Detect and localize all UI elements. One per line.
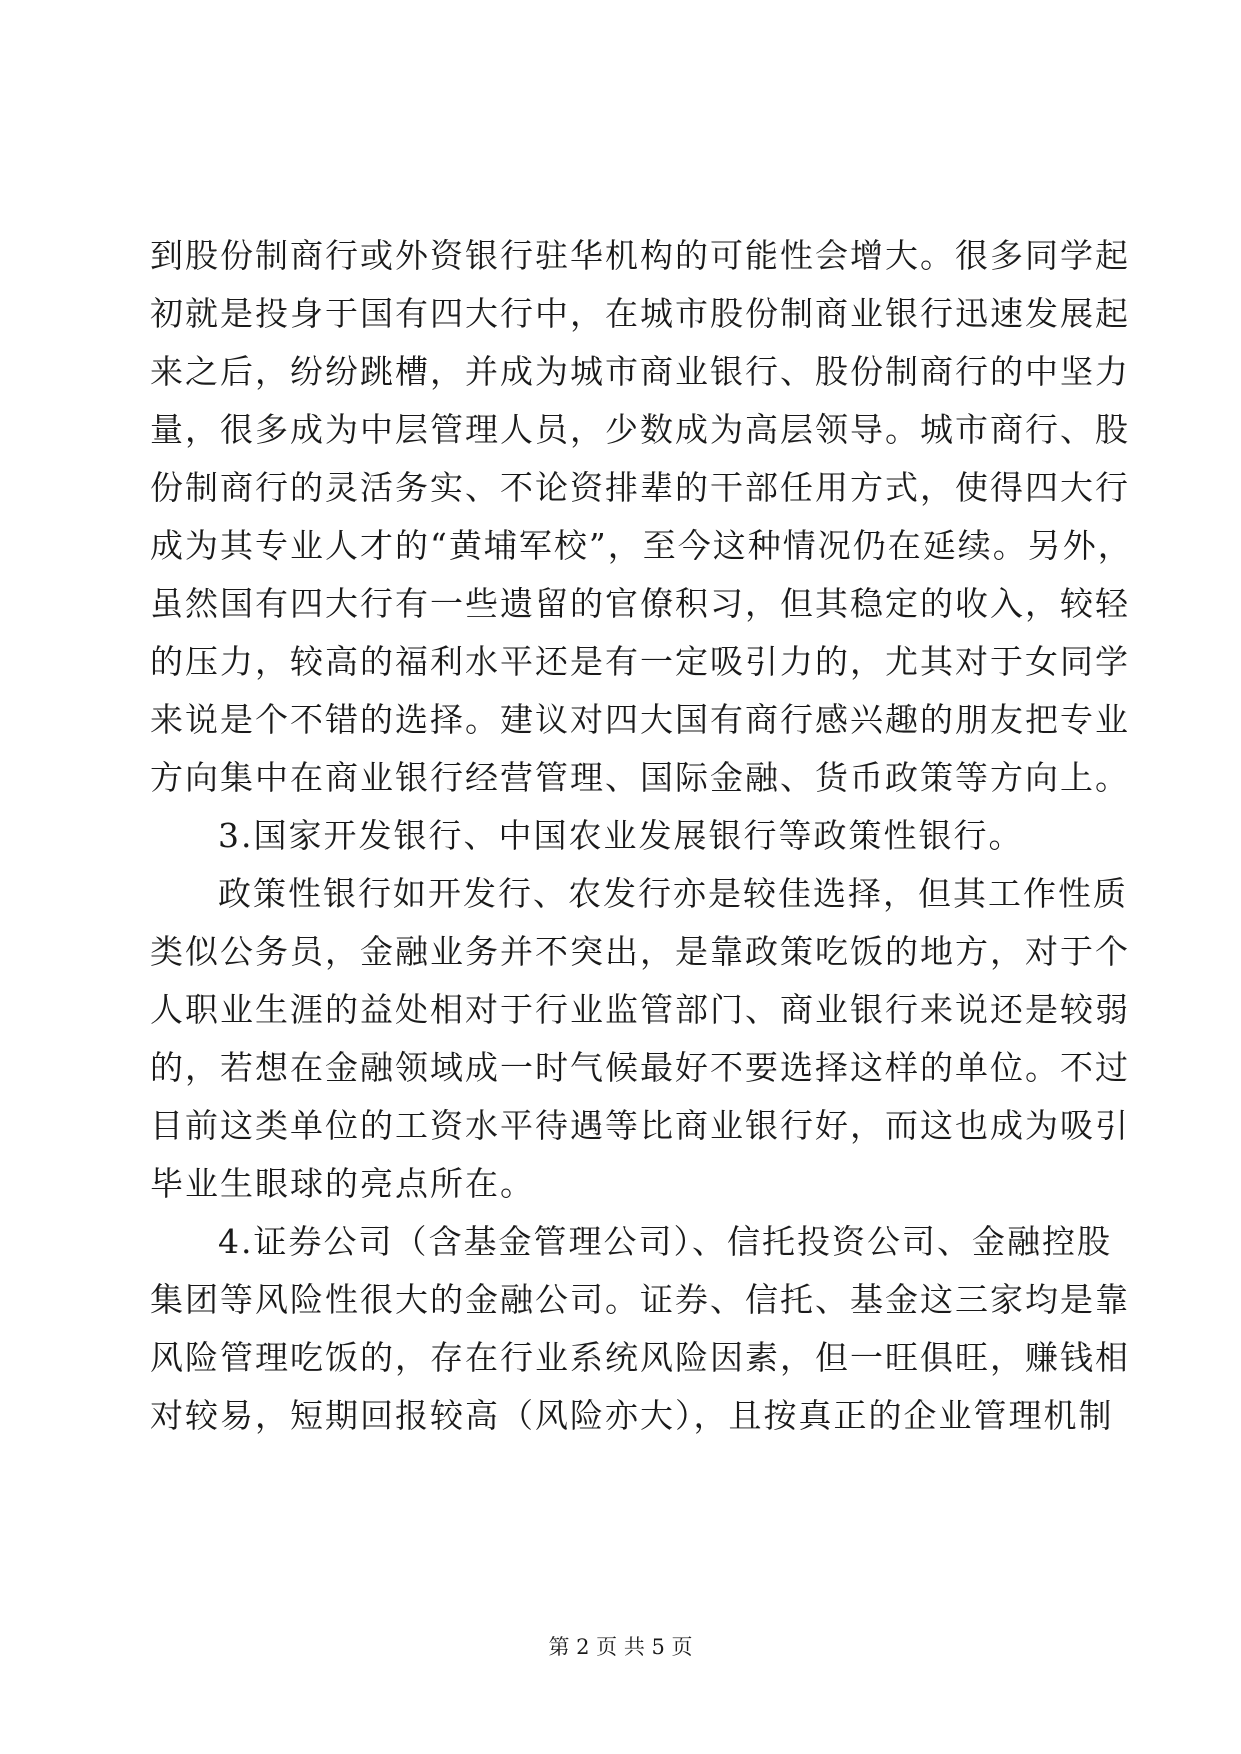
text-line: 的，若想在金融领域成一时气候最好不要选择这样的单位。不过 [150, 1048, 1130, 1087]
text-line: 到股份制商行或外资银行驻华机构的可能性会增大。很多同学起 [150, 236, 1130, 275]
text-line: 风险管理吃饭的，存在行业系统风险因素，但一旺俱旺，赚钱相 [150, 1338, 1130, 1377]
page-number: 第 2 页 共 5 页 [548, 1635, 693, 1659]
text-line: 初就是投身于国有四大行中，在城市股份制商业银行迅速发展起 [150, 294, 1130, 333]
text-line: 目前这类单位的工资水平待遇等比商业银行好，而这也成为吸引 [150, 1106, 1130, 1145]
text-line: 虽然国有四大行有一些遗留的官僚积习，但其稳定的收入，较轻 [150, 584, 1130, 623]
text-line: 来之后，纷纷跳槽，并成为城市商业银行、股份制商行的中坚力 [150, 352, 1130, 391]
text-line: 对较易，短期回报较高（风险亦大），且按真正的企业管理机制 [150, 1396, 1114, 1435]
text-line: 成为其专业人才的“黄埔军校”，至今这种情况仍在延续。另外， [150, 526, 1133, 565]
text-line: 量，很多成为中层管理人员，少数成为高层领导。城市商行、股 [150, 410, 1130, 449]
text-line: 毕业生眼球的亮点所在。 [150, 1164, 535, 1203]
text-line: 类似公务员，金融业务并不突出，是靠政策吃饭的地方，对于个 [150, 932, 1130, 971]
section-heading-4: 4.证券公司（含基金管理公司）、信托投资公司、金融控股 [218, 1222, 1112, 1261]
text-line: 来说是个不错的选择。建议对四大国有商行感兴趣的朋友把专业 [150, 700, 1130, 739]
text-line: 人职业生涯的益处相对于行业监管部门、商业银行来说还是较弱 [150, 990, 1130, 1029]
text-line: 方向集中在商业银行经营管理、国际金融、货币政策等方向上。 [150, 758, 1130, 797]
text-line: 集团等风险性很大的金融公司。证券、信托、基金这三家均是靠 [150, 1280, 1130, 1319]
text-line: 的压力，较高的福利水平还是有一定吸引力的，尤其对于女同学 [150, 642, 1130, 681]
text-line: 政策性银行如开发行、农发行亦是较佳选择，但其工作性质 [218, 874, 1128, 913]
section-heading-3: 3.国家开发银行、中国农业发展银行等政策性银行。 [218, 816, 1024, 855]
text-line: 份制商行的灵活务实、不论资排辈的干部任用方式，使得四大行 [150, 468, 1130, 507]
